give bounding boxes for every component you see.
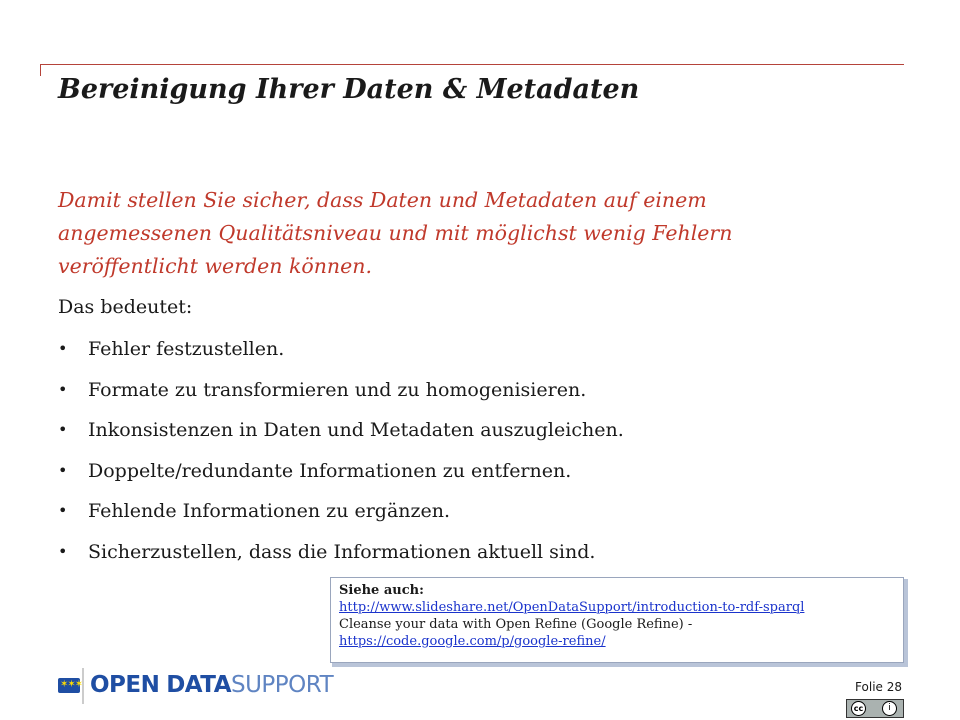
see-also-callout [330, 577, 900, 667]
callout-text: Cleanse your data with Open Refine (Google Refine) - [339, 617, 693, 632]
slide-number: Folie 28 [855, 680, 902, 694]
bullet-icon: • [58, 501, 68, 520]
open-data-support-logo: OPEN DATASUPPORT [90, 672, 334, 698]
footer-divider [82, 668, 84, 704]
slideshare-link[interactable]: http://www.slideshare.net/OpenDataSupport/introduction-to-rdf-sparql [339, 600, 805, 615]
list-item-text: Doppelte/redundante Informationen zu entfernen. [88, 459, 572, 482]
bullet-icon: • [58, 541, 68, 561]
bullet-icon: • [58, 379, 68, 399]
list-item-text: Inkonsistenzen in Daten und Metadaten auszugleichen. [88, 419, 624, 441]
list-item-text: Formate zu transformieren und zu homogenisieren. [88, 378, 587, 401]
lead-paragraph: Damit stellen Sie sicher, dass Daten und Metadaten auf einem angemessenen Qualitätsniveau und mit möglichst wenig Fehlern veröffentlicht werden können. [58, 188, 733, 278]
attribution-icon: i [882, 701, 897, 716]
list-item [58, 498, 624, 539]
header-rule [40, 64, 904, 65]
eu-flag-icon: ✶✶✶ [58, 678, 80, 693]
list-item [58, 539, 624, 580]
list-item-text: Fehlende Informationen zu ergänzen. [88, 500, 451, 522]
list-item [58, 377, 624, 418]
header-rule-tick [40, 64, 41, 76]
callout-box [330, 577, 904, 663]
bullet-icon: • [58, 420, 68, 439]
intro-text: Das bedeutet: [58, 296, 193, 318]
list-item-text: Fehler festzustellen. [88, 338, 285, 360]
bullet-list [58, 336, 624, 579]
bullet-icon: • [58, 460, 68, 480]
callout-heading: Siehe auch: [339, 583, 424, 598]
list-item [58, 417, 624, 458]
list-item-text: Sicherzustellen, dass die Informationen aktuell sind. [88, 540, 596, 563]
cc-license-badge [846, 699, 904, 718]
bullet-icon: • [58, 339, 68, 358]
slide-title: Bereinigung Ihrer Daten & Metadaten [58, 74, 640, 105]
list-item [58, 336, 624, 377]
google-refine-link[interactable]: https://code.google.com/p/google-refine/ [339, 634, 606, 649]
list-item [58, 458, 624, 499]
creative-commons-icon: cc [851, 701, 866, 716]
